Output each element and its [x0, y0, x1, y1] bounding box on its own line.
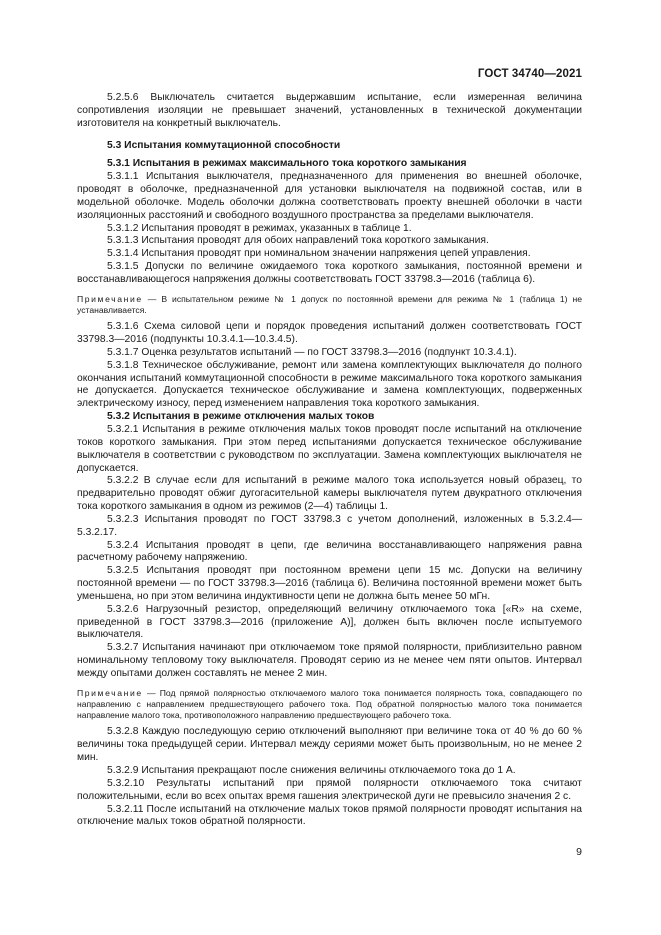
paragraph: 5.3.1.4 Испытания проводят при номинальном значении напряжения цепей управления.	[107, 248, 531, 260]
paragraph: 5.3.2.5 Испытания проводят при постоянном времени цепи 15 мс. Допуски на величину постоянной времени — по ГОСТ 33798.3—2016 (таблица 6). Величина постоянной времени может быть уменьшена, но при этом величина индуктивности цепи не должна быть менее 50 мГн.	[77, 565, 582, 602]
paragraph: 5.3.2.3 Испытания проводят по ГОСТ 33798.3 с учетом дополнений, изложенных в 5.3.2.4—5.3.2.17.	[77, 513, 582, 538]
paragraph: 5.3.1.8 Техническое обслуживание, ремонт или замена комплектующих выключателя до полного окончания испытаний коммутационной способности в режиме максимального тока короткого замыкания не допускается. Допускается техническое обслуживание и замена комплектующих, подверженных электрическому износу, перед изменением направления тока короткого замыкания.	[77, 359, 582, 410]
paragraph: 5.3.1.6 Схема силовой цепи и порядок проведения испытаний должен соответствовать ГОСТ 33798.3—2016 (подпункты 10.3.4.1—10.3.4.5).	[77, 321, 582, 346]
paragraph: 5.3.2.1 Испытания в режиме отключения малых токов проводят после испытаний на отключение токов короткого замыкания. При этом перед испытаниями допускается техническое обслуживание выключателя в соответствии с руководством по эксплуатации. Замена комплектующих выключателя не допускается.	[77, 423, 582, 474]
note-text: — В испытательном режиме № 1 допуск по постоянной времени для режима № 1 (таблица 1) не устанавливается.	[77, 293, 582, 316]
paragraph: 5.3.2.6 Нагрузочный резистор, определяющий величину отключаемого тока [«R» на схеме, приведенной в ГОСТ 33798.3—2016 (приложение А)], должен быть включен после испытуемого выключателя.	[77, 603, 582, 641]
paragraph: 5.3.2.10 Результаты испытаний при прямой полярности отключаемого тока считают положительными, если во всех опытах время гашения электрической дуги не превысило значения 2 с.	[77, 777, 582, 802]
paragraph: 5.3.2.2 В случае если для испытаний в режиме малого тока используется новый образец, то предварительно проводят обжиг дугогасительной камеры выключателя путем двукратного отключения тока короткого замыкания в одном из режимов (2—4) таблицы 1.	[77, 475, 582, 513]
note	[77, 294, 582, 316]
page-number: 9	[576, 846, 582, 858]
paragraph: 5.2.5.6 Выключатель считается выдержавшим испытание, если измеренная величина сопротивления изоляции не превышает значений, установленных в технической документации изготовителя на конкретный выключатель.	[77, 92, 582, 129]
paragraph: 5.3.2.9 Испытания прекращают после снижения величины отключаемого тока до 1 А.	[107, 764, 516, 776]
note-label: Примечание	[77, 293, 143, 304]
paragraph: 5.3.2.7 Испытания начинают при отключаемом токе прямой полярности, приблизительно равном номинальному тепловому току выключателя. Проводят серию из не менее чем пяти опытов. Интервал между опытами должен составлять не менее 2 мин.	[77, 642, 582, 679]
paragraph: 5.3.1.2 Испытания проводят в режимах, указанных в таблице 1.	[107, 222, 412, 234]
note	[77, 688, 582, 722]
section-heading: 5.3 Испытания коммутационной способности	[107, 139, 341, 151]
note-text: — Под прямой полярностью отключаемого малого тока понимается полярность тока, совпадающего по направлению с направлением предшествующего рабочего тока. Под обратной полярностью малого тока понимается направление малого тока, противоположного направлению предшествующего рабочего тока.	[77, 687, 582, 721]
document-designation: ГОСТ 34740—2021	[477, 68, 582, 80]
paragraph: 5.3.2.4 Испытания проводят в цепи, где величина восстанавливающего напряжения равна расчетному рабочему напряжению.	[77, 539, 582, 564]
paragraph: 5.3.1.7 Оценка результатов испытаний — по ГОСТ 33798.3—2016 (подпункт 10.3.4.1).	[107, 346, 517, 358]
section-heading: 5.3.1 Испытания в режимах максимального тока короткого замыкания	[107, 158, 467, 170]
document-body	[77, 92, 582, 829]
paragraph: 5.3.1.3 Испытания проводят для обоих направлений тока короткого замыкания.	[107, 235, 489, 247]
note-label: Примечание	[77, 687, 143, 698]
paragraph: 5.3.2.8 Каждую последующую серию отключений выполняют при величине тока от 40 % до 60 % величины тока предыдущей серии. Интервал между сериями может быть произвольным, но не менее 2 мин.	[77, 726, 582, 764]
section-heading: 5.3.2 Испытания в режиме отключения малых токов	[107, 411, 375, 423]
paragraph: 5.3.2.11 После испытаний на отключение малых токов прямой полярности проводят испытания на отключение малых токов обратной полярности.	[77, 803, 582, 828]
paragraph: 5.3.1.5 Допуски по величине ожидаемого тока короткого замыкания, постоянной времени и восстанавливающегося напряжения должны соответствовать ГОСТ 33798.3—2016 (таблица 6).	[77, 261, 582, 285]
paragraph: 5.3.1.1 Испытания выключателя, предназначенного для применения во внешней оболочке, проводят в оболочке, предназначенной для установки выключателя на подвижной состав, или в модельной оболочке. Модель оболочки должна соответствовать проекту внешней оболочки в части изоляционных расстояний и свободного воздушного пространства за пределами выключателя.	[77, 171, 582, 221]
